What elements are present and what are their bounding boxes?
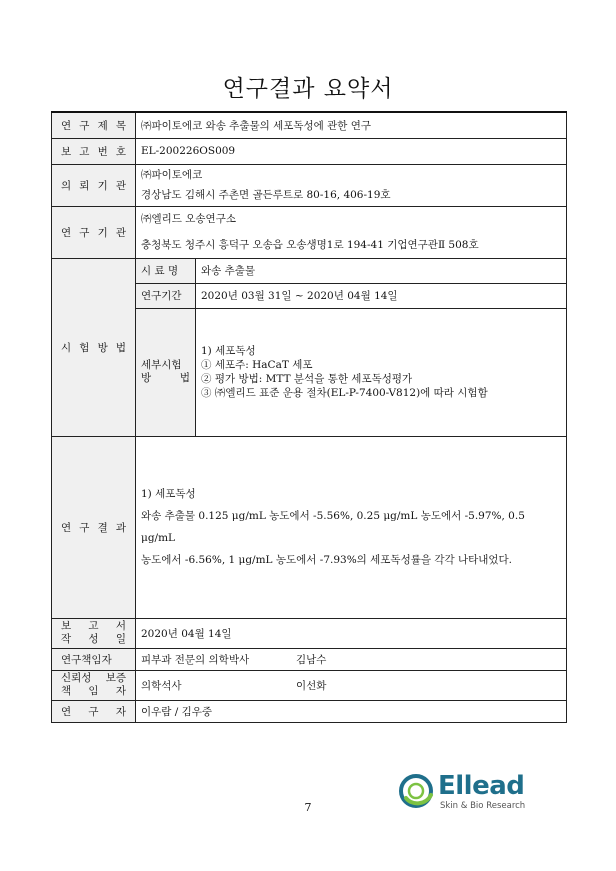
value-researchers: 이우람 / 김우중: [136, 700, 567, 722]
row-principal: [52, 648, 567, 670]
row-sample: [52, 258, 567, 283]
detail-line: ② 평가 방법: MTT 분석을 통한 세포독성평가: [201, 373, 413, 385]
label-test-method: 시 험 방 법: [52, 258, 136, 436]
value-detail-method: [196, 308, 567, 436]
value-report-number: EL-200226OS009: [136, 138, 567, 164]
results-line-2: 농도에서 -6.56%, 1 μg/mL 농도에서 -7.93%의 세포독성률을 각각 나타내었다.: [141, 554, 513, 566]
results-heading: 1) 세포독성: [141, 488, 196, 500]
row-report-date: [52, 618, 567, 648]
row-client: [52, 164, 567, 206]
label-sample: 시 료 명: [136, 258, 196, 283]
value-report-date: 2020년 04월 14일: [136, 618, 567, 648]
detail-line: 1) 세포독성: [201, 345, 256, 357]
institution-address: 충청북도 청주시 흥덕구 오송읍 오송생명1로 194-41 기업연구관Ⅱ 508호: [141, 239, 479, 251]
label-report-number: 보 고 번 호: [52, 138, 136, 164]
row-results: [52, 436, 567, 618]
label-report-date-2: 작 성 일: [61, 633, 126, 645]
row-qa: [52, 670, 567, 700]
logo-brand: Ellead: [438, 771, 525, 801]
principal-name: 김남수: [296, 653, 327, 666]
label-report-date-1: 보 고 서: [61, 620, 126, 632]
logo-tagline: Skin & Bio Research: [440, 801, 526, 811]
label-results: 연 구 결 과: [52, 436, 136, 618]
row-research-title: [52, 112, 567, 138]
institution-name: ㈜엘리드 오송연구소: [141, 213, 236, 225]
label-institution: 연 구 기 관: [52, 206, 136, 258]
principal-role: 피부과 전문의 의학박사: [141, 653, 250, 666]
value-sample: 와송 추출물: [196, 258, 567, 283]
label-report-date: [52, 618, 136, 648]
results-line-1: 와송 추출물 0.125 μg/mL 농도에서 -5.56%, 0.25 μg/mL 농도에서 -5.97%, 0.5 μg/mL: [141, 510, 525, 544]
label-principal: 연구책임자: [52, 648, 136, 670]
label-period: 연구기간: [136, 283, 196, 308]
detail-line: ① 세포주: HaCaT 세포: [201, 359, 313, 371]
summary-table: [51, 111, 567, 723]
label-detail-method-1: 세부시험: [141, 359, 182, 371]
row-report-number: [52, 138, 567, 164]
page-number: 7: [304, 801, 312, 814]
qa-name: 이선화: [296, 679, 327, 692]
document-title: 연구결과 요약서: [222, 76, 394, 102]
row-institution: [52, 206, 567, 258]
label-client: 의 뢰 기 관: [52, 164, 136, 206]
client-address: 경상남도 김해시 주촌면 골든루트로 80-16, 406-19호: [141, 189, 391, 201]
row-researchers: [52, 700, 567, 722]
label-qa: [52, 670, 136, 700]
value-institution: [136, 206, 567, 258]
label-qa-1: 신뢰성 보증: [61, 672, 126, 684]
label-research-title: 연 구 제 목: [52, 112, 136, 138]
label-detail-method: [136, 308, 196, 436]
client-name: ㈜파이토에코: [141, 169, 203, 181]
detail-line: ③ ㈜엘리드 표준 운용 절차(EL-P-7400-V812)에 따라 시험함: [201, 387, 488, 399]
value-period: 2020년 03월 31일 ~ 2020년 04월 14일: [196, 283, 567, 308]
label-detail-method-2: 방 법: [141, 372, 190, 384]
value-principal: [136, 648, 567, 670]
label-qa-2: 책 임 자: [61, 685, 126, 697]
value-research-title: ㈜파이토에코 와송 추출물의 세포독성에 관한 연구: [136, 112, 567, 138]
value-qa: [136, 670, 567, 700]
qa-role: 의학석사: [141, 679, 182, 692]
value-results: [136, 436, 567, 618]
label-researchers: 연 구 자: [52, 700, 136, 722]
value-client: [136, 164, 567, 206]
